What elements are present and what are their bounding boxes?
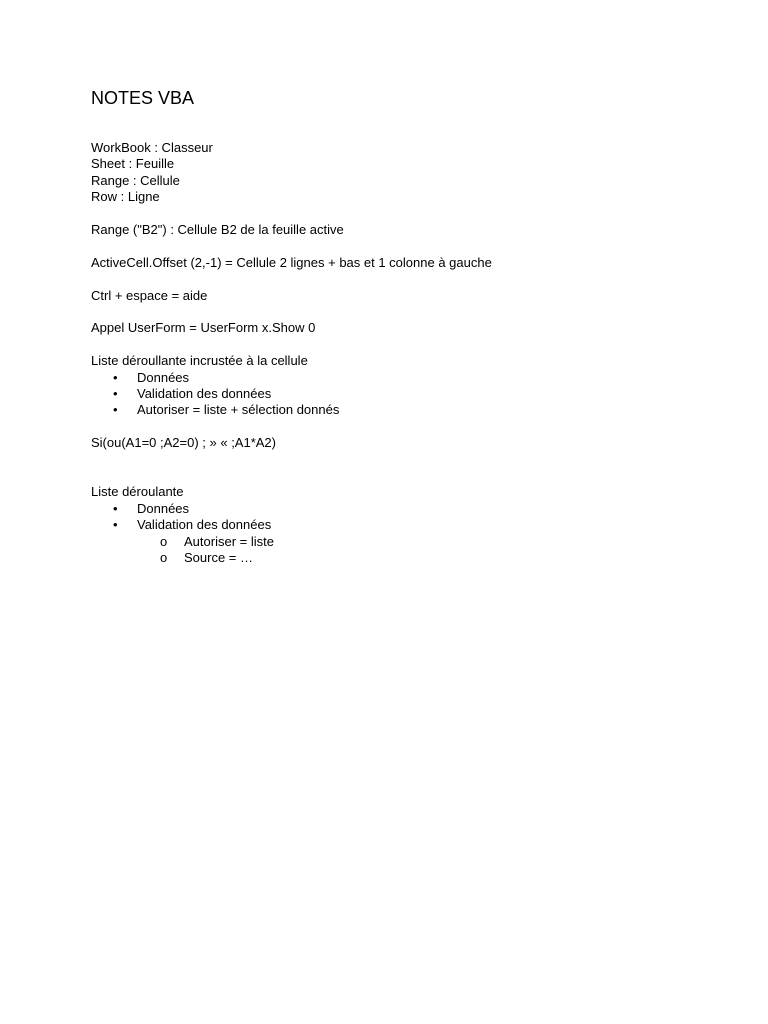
paragraph-spacer [91,337,691,353]
list-item [91,402,691,418]
ctrl-note: Ctrl + espace = aide [91,287,208,303]
definition-line: WorkBook : Classeur [91,140,213,155]
paragraph-spacer [91,271,691,287]
list-item [91,370,691,386]
document-body [91,87,691,566]
sub-list-item-label: Source = … [184,550,254,566]
offset-note: ActiveCell.Offset (2,-1) = Cellule 2 lignes + bas et 1 colonne à gauche [91,254,492,270]
list-item [91,386,691,402]
bullet-icon: • [113,386,118,402]
bullet-icon: • [113,369,118,385]
document-title: NOTES VBA [91,88,195,108]
list-item-label: Validation des données [137,517,272,533]
list1-bullets [91,370,691,419]
userform-note: Appel UserForm = UserForm x.Show 0 [91,320,316,336]
list-item-label: Données [137,369,190,385]
bullet-icon: • [113,402,118,418]
paragraph-spacer [91,452,691,485]
circle-bullet-icon: o [160,550,168,566]
list-item [91,501,691,517]
paragraph-spacer [91,304,691,320]
paragraph-spacer [91,238,691,254]
definition-line: Row : Ligne [91,189,160,205]
list-item-label: Données [137,500,190,516]
list2-sub-bullets [91,534,691,567]
paragraph-spacer [91,419,691,435]
list-item-label: Autoriser = liste + sélection donnés [137,402,340,418]
list2-bullets [91,501,691,534]
sub-list-item [91,534,691,550]
formula-note: Si(ou(A1=0 ;A2=0) ; » « ;A1*A2) [91,435,276,451]
paragraph-spacer [91,206,691,222]
definition-line: Sheet : Feuille [91,156,175,172]
sub-list-item [91,550,691,566]
list-item-label: Validation des données [137,386,272,402]
list1-heading: Liste déroullante incrustée à la cellule [91,353,308,369]
bullet-icon: • [113,500,118,516]
circle-bullet-icon: o [160,533,168,549]
list-item [91,517,691,533]
sub-list-item-label: Autoriser = liste [184,533,274,549]
definitions-block [91,140,691,206]
range-note: Range ("B2") : Cellule B2 de la feuille active [91,222,344,238]
bullet-icon: • [113,517,118,533]
definition-line: Range : Cellule [91,172,180,188]
list2-heading: Liste déroulante [91,484,184,500]
